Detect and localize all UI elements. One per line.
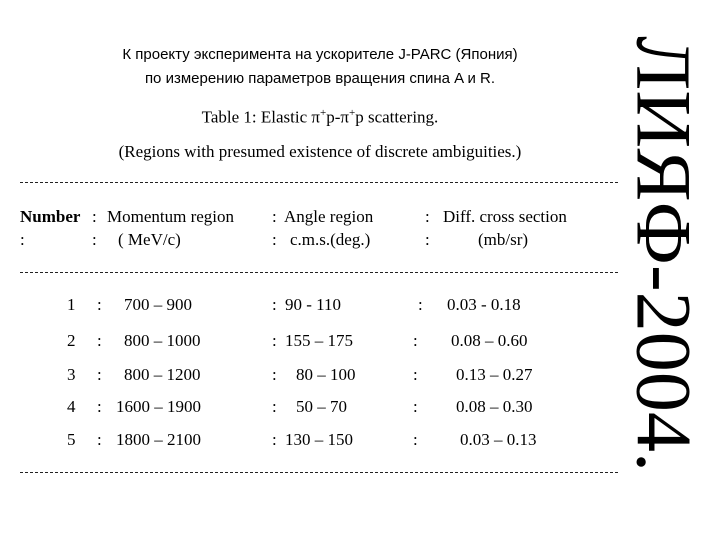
- divider-bottom: [20, 472, 618, 473]
- cell-number: 2: [67, 331, 76, 350]
- header-sep-3: :: [425, 207, 430, 226]
- cell-sep: :: [272, 397, 277, 416]
- cell-sep: :: [97, 430, 102, 449]
- cell-sep: :: [97, 365, 102, 384]
- cell-sep: :: [418, 295, 423, 314]
- cell-number: 4: [67, 397, 76, 416]
- cell-momentum: 700 – 900: [124, 295, 192, 314]
- cell-xsec: 0.03 – 0.13: [460, 430, 537, 449]
- cell-sep: :: [272, 365, 277, 384]
- unit-number: :: [20, 230, 25, 249]
- cell-number: 3: [67, 365, 76, 384]
- vertical-label-text: ЛИЯФ-2004.: [620, 36, 708, 461]
- header-line-2: по измерению параметров вращения спина A и R.: [144, 70, 496, 87]
- header-angle: Angle region: [284, 207, 374, 226]
- cell-angle: 80 – 100: [296, 365, 356, 384]
- title-suffix: p scattering.: [355, 107, 439, 127]
- cell-angle: 155 – 175: [285, 331, 353, 350]
- title-pi-1: π: [311, 107, 321, 127]
- cell-sep: :: [97, 397, 102, 416]
- cell-momentum: 1800 – 2100: [116, 430, 201, 449]
- table-subtitle: (Regions with presumed existence of discrete ambiguities.): [118, 142, 522, 161]
- cell-sep: :: [97, 331, 102, 350]
- header-momentum: Momentum region: [107, 207, 235, 226]
- header-sep-1: :: [92, 207, 97, 226]
- cell-sep: :: [413, 331, 418, 350]
- cell-xsec: 0.03 - 0.18: [447, 295, 521, 314]
- cell-sep: :: [272, 331, 277, 350]
- unit-angle: c.m.s.(deg.): [290, 230, 371, 249]
- title-prefix: Table 1: Elastic: [201, 107, 312, 127]
- cell-xsec: 0.13 – 0.27: [456, 365, 533, 384]
- cell-xsec: 0.08 – 0.30: [456, 397, 533, 416]
- divider-mid: [20, 272, 618, 273]
- cell-angle: 130 – 150: [285, 430, 353, 449]
- title-pi-2: π: [340, 107, 349, 127]
- vertical-institute-label: [604, 36, 720, 476]
- table-title: [60, 107, 580, 128]
- unit-momentum: ( MeV/c): [118, 230, 181, 249]
- title-sup-1: +: [320, 107, 327, 119]
- unit-sep-1: :: [92, 230, 97, 249]
- cell-momentum: 1600 – 1900: [116, 397, 201, 416]
- cell-angle: 90 - 110: [285, 295, 342, 314]
- cell-sep: :: [413, 397, 418, 416]
- title-mid: p-: [326, 107, 341, 127]
- cell-xsec: 0.08 – 0.60: [451, 331, 528, 350]
- unit-sep-3: :: [425, 230, 430, 249]
- cell-sep: :: [413, 365, 418, 384]
- divider-top: [20, 182, 618, 183]
- cell-sep: :: [97, 295, 102, 314]
- cell-number: 5: [67, 430, 76, 449]
- unit-xsec: (mb/sr): [478, 230, 529, 249]
- header-sep-2: :: [272, 207, 277, 226]
- unit-sep-2: :: [272, 230, 277, 249]
- cell-momentum: 800 – 1200: [124, 365, 201, 384]
- cell-sep: :: [272, 295, 277, 314]
- cell-momentum: 800 – 1000: [124, 331, 201, 350]
- header-number: Number: [20, 207, 81, 226]
- cell-sep: :: [413, 430, 418, 449]
- header-xsec: Diff. cross section: [443, 207, 567, 226]
- cell-angle: 50 – 70: [296, 397, 347, 416]
- title-sup-2: +: [349, 107, 356, 119]
- cell-sep: :: [272, 430, 277, 449]
- header-line-1: К проекту эксперимента на ускорителе J-PARC (Япония): [122, 46, 518, 63]
- cell-number: 1: [67, 295, 76, 314]
